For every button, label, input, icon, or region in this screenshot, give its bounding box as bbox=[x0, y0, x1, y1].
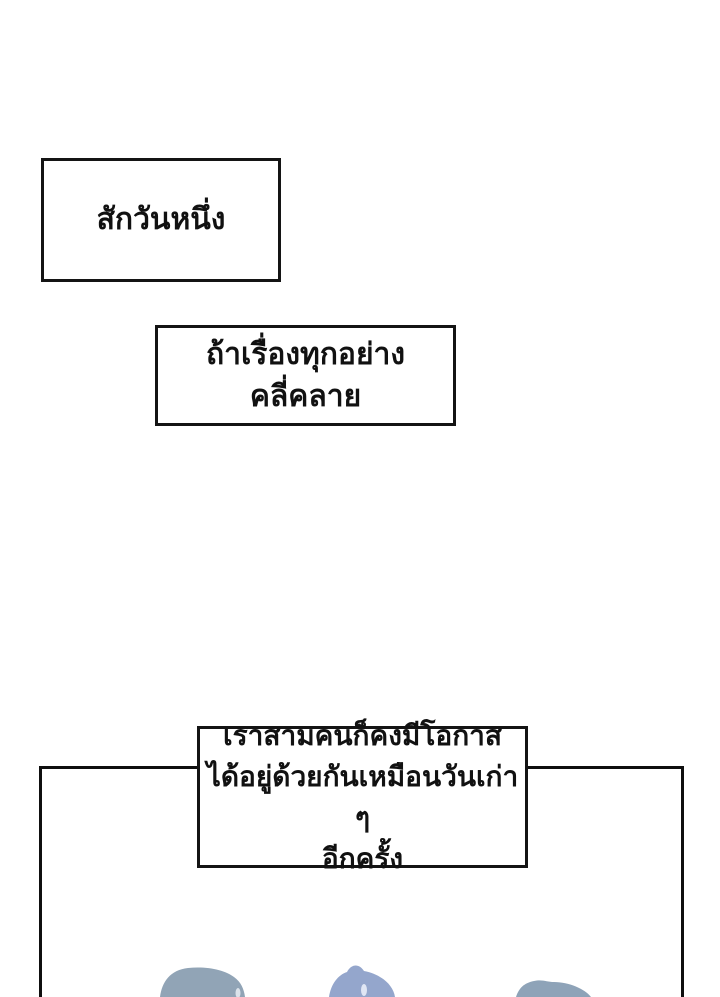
caption-line-1: เราสามคนก็คงมีโอกาส bbox=[223, 720, 502, 751]
caption-box-three-of-us-again bbox=[197, 720, 528, 874]
caption-box-if-everything-resolves bbox=[155, 325, 456, 426]
head-middle-highlight bbox=[361, 984, 367, 996]
caption-text-if-everything-resolves: ถ้าเรื่องทุกอย่างคลี่คลาย bbox=[205, 337, 406, 413]
head-silhouette-right-icon bbox=[516, 980, 591, 997]
caption-text-someday: สักวันหนึ่ง bbox=[96, 203, 226, 236]
caption-box-someday bbox=[41, 158, 281, 282]
caption-line-3: อีกครั้ง bbox=[321, 843, 404, 874]
caption-line-2: ได้อยู่ด้วยกันเหมือนวันเก่า ๆ bbox=[206, 761, 519, 833]
head-silhouette-left-icon bbox=[160, 967, 245, 997]
